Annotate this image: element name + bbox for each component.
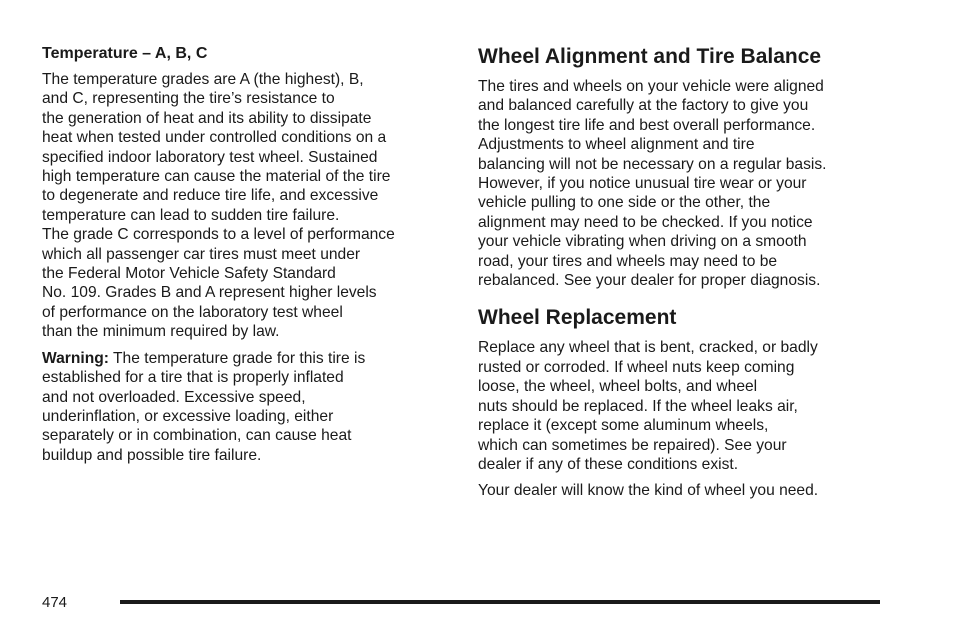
- text-line: to degenerate and reduce tire life, and excessive: [42, 187, 379, 205]
- text-line: and not overloaded. Excessive speed,: [42, 388, 306, 406]
- text-line: nuts should be replaced. If the wheel leaks air,: [478, 397, 798, 415]
- wheel-replacement-heading: Wheel Replacement: [478, 306, 677, 330]
- text-line: and C, representing the tire’s resistance to: [42, 90, 335, 108]
- warning-label: Warning:: [42, 349, 109, 367]
- text-line: Adjustments to wheel alignment and tire: [478, 136, 755, 154]
- text-line: your vehicle vibrating when driving on a smooth: [478, 233, 807, 251]
- footer-rule: [120, 600, 880, 604]
- text-line: The tires and wheels on your vehicle were aligned: [478, 78, 824, 95]
- text-line: underinflation, or excessive loading, either: [42, 407, 334, 425]
- text-line: which all passenger car tires must meet under: [42, 245, 361, 263]
- text-line: the Federal Motor Vehicle Safety Standard: [42, 265, 336, 283]
- text-line: than the minimum required by law.: [42, 323, 280, 341]
- left-column: [42, 44, 452, 465]
- warning-text: The temperature grade for this tire is: [108, 349, 366, 367]
- text-line: temperature can lead to sudden tire failure.: [42, 206, 340, 224]
- temperature-paragraph-2: [42, 225, 452, 341]
- text-line: alignment may need to be checked. If you notice: [478, 213, 813, 231]
- text-line: which can sometimes be repaired). See your: [478, 436, 787, 454]
- text-line: heat when tested under controlled conditions on a: [42, 129, 387, 147]
- right-column: [478, 44, 888, 501]
- text-line: [42, 349, 452, 368]
- text-line: vehicle pulling to one side or the other, the: [478, 194, 771, 212]
- text-line: specified indoor laboratory test wheel. Sustained: [42, 148, 378, 166]
- text-line: the longest tire life and best overall performance.: [478, 116, 816, 134]
- text-line: the generation of heat and its ability to dissipate: [42, 109, 372, 127]
- text-line: road, your tires and wheels may need to be: [478, 252, 778, 270]
- text-line: balancing will not be necessary on a regular basis.: [478, 155, 827, 173]
- wheel-alignment-paragraph: [478, 77, 888, 290]
- page-number: 474: [42, 594, 68, 611]
- wheel-replacement-paragraph: [478, 338, 888, 474]
- text-line: The temperature grades are A (the highest), B,: [42, 71, 364, 88]
- text-line: replace it (except some aluminum wheels,: [478, 417, 769, 435]
- text-line: No. 109. Grades B and A represent higher levels: [42, 284, 377, 302]
- warning-paragraph: [42, 349, 452, 465]
- text-line: of performance on the laboratory test wheel: [42, 303, 343, 321]
- text-line: dealer if any of these conditions exist.: [478, 455, 739, 473]
- text-line: loose, the wheel, wheel bolts, and wheel: [478, 378, 758, 396]
- text-line: separately or in combination, can cause heat: [42, 427, 352, 445]
- text-line: Your dealer will know the kind of wheel you need.: [478, 482, 819, 500]
- text-line: rusted or corroded. If wheel nuts keep coming: [478, 358, 795, 376]
- text-line: established for a tire that is properly inflated: [42, 369, 344, 387]
- text-line: rebalanced. See your dealer for proper diagnosis.: [478, 272, 821, 290]
- text-line: However, if you notice unusual tire wear or your: [478, 175, 807, 193]
- temperature-paragraph-1: [42, 70, 452, 225]
- wheel-alignment-heading: Wheel Alignment and Tire Balance: [478, 45, 822, 68]
- text-line: The grade C corresponds to a level of performance: [42, 226, 395, 244]
- temperature-subheading: Temperature – A, B, C: [42, 45, 208, 62]
- text-line: buildup and possible tire failure.: [42, 446, 262, 464]
- text-line: high temperature can cause the material of the tire: [42, 168, 391, 186]
- text-line: Replace any wheel that is bent, cracked, or badly: [478, 339, 818, 357]
- wheel-replacement-paragraph-2: [478, 481, 888, 500]
- text-line: and balanced carefully at the factory to give you: [478, 97, 809, 115]
